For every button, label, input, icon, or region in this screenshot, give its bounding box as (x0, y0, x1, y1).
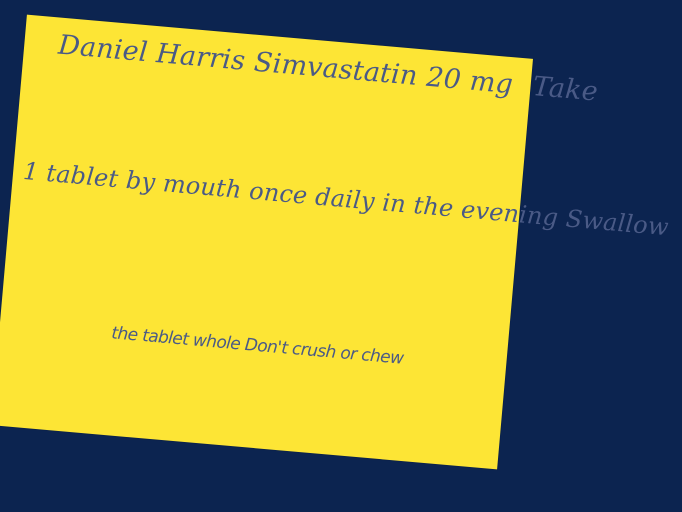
instruction-start: Take (531, 71, 600, 108)
medication-dose: 20 mg (425, 61, 515, 101)
handwritten-prescription-note (0, 15, 670, 470)
medication-name: Simvastatin (252, 46, 419, 92)
patient-name: Daniel Harris (57, 29, 247, 77)
note-line-2: 1 tablet by mouth once daily in the evening Swallow (22, 156, 670, 242)
note-line-3: the tablet whole Don't crush or chew (110, 323, 405, 369)
note-line-1 (57, 30, 599, 108)
